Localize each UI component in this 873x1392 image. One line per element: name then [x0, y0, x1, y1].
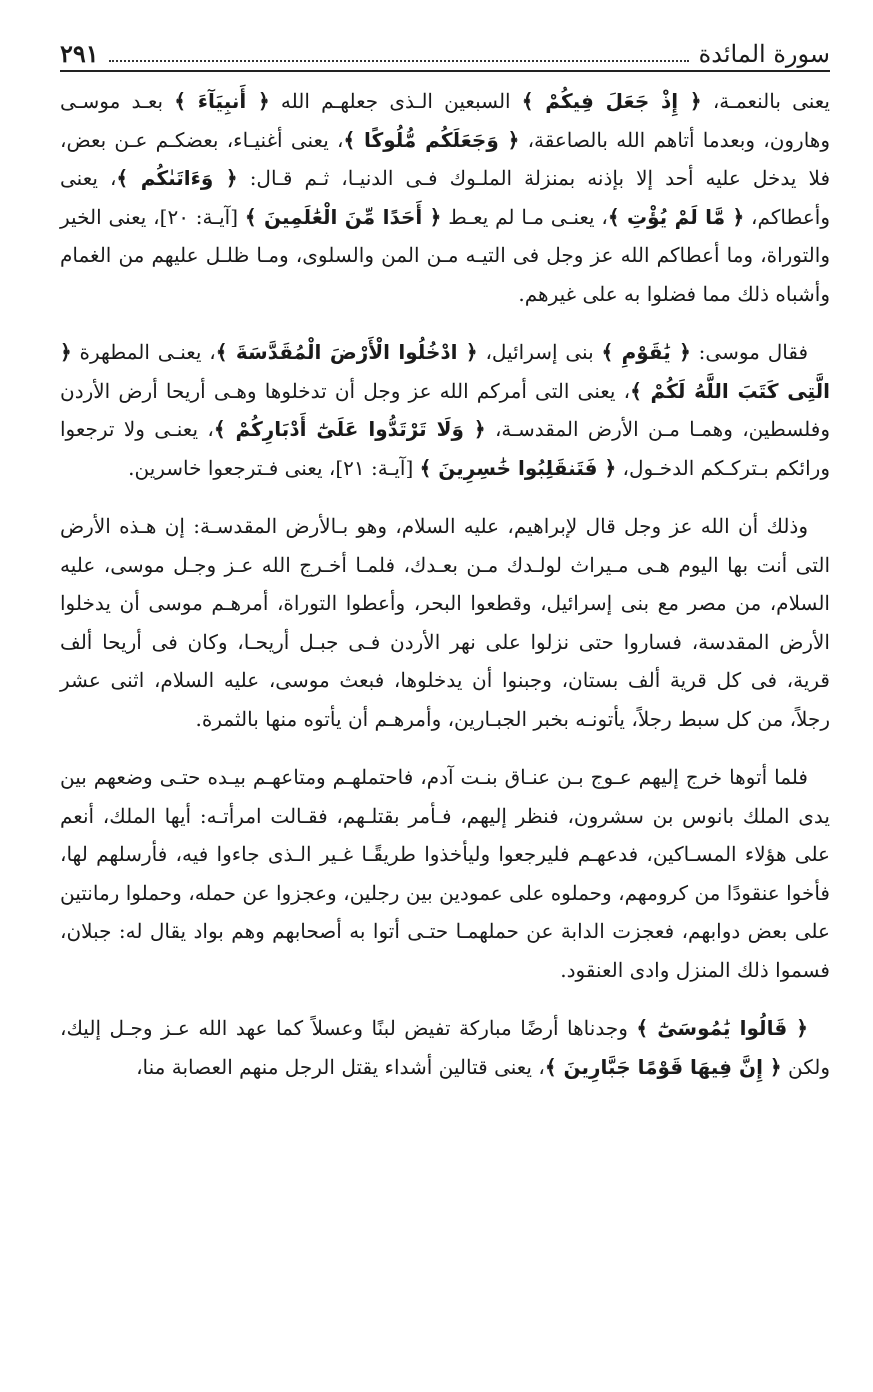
verse-quote: ﴿ وَلَا تَرْتَدُّوا عَلَىٰٓ أَدْبَارِكُمْ ﴾: [213, 417, 486, 441]
verse-quote: ﴿ وَءَاتَىٰكُم ﴾: [116, 166, 238, 190]
paragraph-text: ، يعنى وأعطاكم،: [60, 166, 830, 229]
verse-quote: ﴿ إِذْ جَعَلَ فِيكُمْ ﴾: [521, 89, 702, 113]
page-body: [60, 82, 830, 1086]
verse-quote: ﴿ مَّا لَمْ يُؤْتِ ﴾: [607, 204, 745, 229]
verse-quote: ﴿ فَتَنقَلِبُوا خَٰسِرِينَ ﴾: [419, 455, 617, 480]
verse-quote: ﴿ الَّتِى كَتَبَ اللَّهُ لَكُمْ ﴾: [60, 340, 830, 403]
paragraph-text: ، يعنـى مـا لم يعـط: [441, 204, 608, 229]
page-header: [60, 28, 830, 72]
paragraph-text: يعنى بالنعمـة،: [701, 89, 830, 113]
book-page: [60, 28, 830, 1368]
verse-quote: ﴿ يَٰقَوْمِ ﴾: [601, 340, 691, 364]
paragraph-text: ، يعنى قتالين أشداء يقتل الرجل منهم العصابة منا،: [136, 1054, 545, 1079]
paragraph: [60, 1009, 830, 1086]
paragraph-text: ، يعنـى المطهرة: [71, 340, 216, 364]
surah-title: سورة المائدة: [698, 40, 830, 68]
paragraph: [60, 82, 830, 313]
paragraph-text: بعـد موسـى وهارون، وبعدما أتاهم الله بالصاعقة،: [60, 89, 830, 152]
paragraph-text: ، يعنـى ولا ترجعوا ورائكم بـتركـكم الدخـول،: [60, 417, 830, 480]
paragraph-text: وجدناها أرضًا مباركة تفيض لبنًا وعسلاً كما عهد الله عـز وجـل إليك، ولكن: [60, 1016, 830, 1079]
page-number: ٢٩١: [60, 39, 99, 68]
paragraph-text: وذلك أن الله عز وجل قال لإبراهيم، عليه السلام، وهو بـالأرض المقدسـة: إن هـذه الأرض التى أنت بها اليوم هـى مـيراث لولـدك مـن بعـدك، فلمـا أخـرج الله عـز وجـل موسى، عليه السلام، من مصر مع بنى إسرائيل، وقطعوا البحر، وأعطوا التوراة، أمرهـم موسى أن يدخلوا الأرض المقدسة، فساروا حتى نزلوا على نهر الأردن فـى جبـل أريحـا، وكان فى أريحا ألف قرية، فى كل قرية ألف بستان، وجبنوا أن يدخلوها، فبعث موسى، عليه السلام، اثنى عشر رجلاً، من كل سبط رجلاً، يأتونـه بخبر الجبـارين، وأمرهـم أن يأتوه منها بالثمرة.: [60, 514, 830, 731]
paragraph: [60, 507, 830, 738]
paragraph-text: بنى إسرائيل،: [477, 340, 602, 364]
verse-quote: ﴿ أَحَدًا مِّنَ الْعَٰلَمِينَ ﴾: [244, 204, 442, 229]
paragraph-text: ، يعنى أغنيـاء، بعضكـم عـن بعض، فلا يدخل عليه أحد إلا بإذنه بمنزلة الملـوك فـى الدنيـا، ثـم قـال:: [60, 127, 831, 190]
header-dot-leader: [109, 59, 689, 62]
paragraph: [60, 333, 830, 487]
verse-quote: ﴿ إِنَّ فِيهَا قَوْمًا جَبَّارِينَ ﴾: [544, 1054, 782, 1079]
paragraph-text: ، يعنى التى أمركم الله عز وجل أن تدخلوها وهـى أريحا أرض الأردن وفلسطين، وهمـا مـن الأرض المقدسـة،: [60, 378, 831, 441]
verse-quote: ﴿ وَجَعَلَكُم مُّلُوكًا ﴾: [343, 127, 520, 152]
verse-quote: ﴿ أَنبِيَآءَ ﴾: [174, 89, 270, 113]
verse-quote: ﴿ ادْخُلُوا الْأَرْضَ الْمُقَدَّسَةَ ﴾: [215, 340, 478, 364]
paragraph-text: فقال موسى:: [690, 340, 808, 364]
paragraph-text: [آيـة: ٢١]، يعنى فـترجعوا خاسرين.: [128, 455, 420, 480]
verse-quote: ﴿ قَالُوا يَٰمُوسَىٰٓ ﴾: [636, 1016, 808, 1040]
paragraph-text: السبعين الـذى جعلهـم الله: [269, 89, 522, 113]
paragraph: [60, 758, 830, 989]
paragraph-text: [آيـة: ٢٠]، يعنى الخير والتوراة، وما أعطاكم الله عز وجل فى التيـه مـن المن والسلوى، ومـا ظلـل عليهم من الغمام وأشباه ذلك مما فضلوا به على غيرهم.: [60, 204, 830, 306]
paragraph-text: فلما أتوها خرج إليهم عـوج بـن عنـاق بنـت آدم، فاحتملهـم ومتاعهـم بيـده حتـى وضعهم بين يدى الملك بانوس بن سشرون، فنظر إليهم، فـأمر بقتلـهم، فقـالت امرأتـه: أيها الملك، أنعم على هؤلاء المسـاكين، فدعهـم فليرجعوا وليأخذوا طريقًـا غـير الـذى جاءوا فيه، فأرسلهم لها، فأخوا عنقودًا من كرومهم، وحملوه على عمودين بين رجلين، وعجزوا عن حمله، وحملوا رمانتين على بعض دوابهم، فعجزت الدابة عن حملهمـا حتـى أتوا به أصحابهم وهم بواد يقال له: جبلان، فسموا ذلك المنزل وادى العنقود.: [60, 765, 830, 982]
